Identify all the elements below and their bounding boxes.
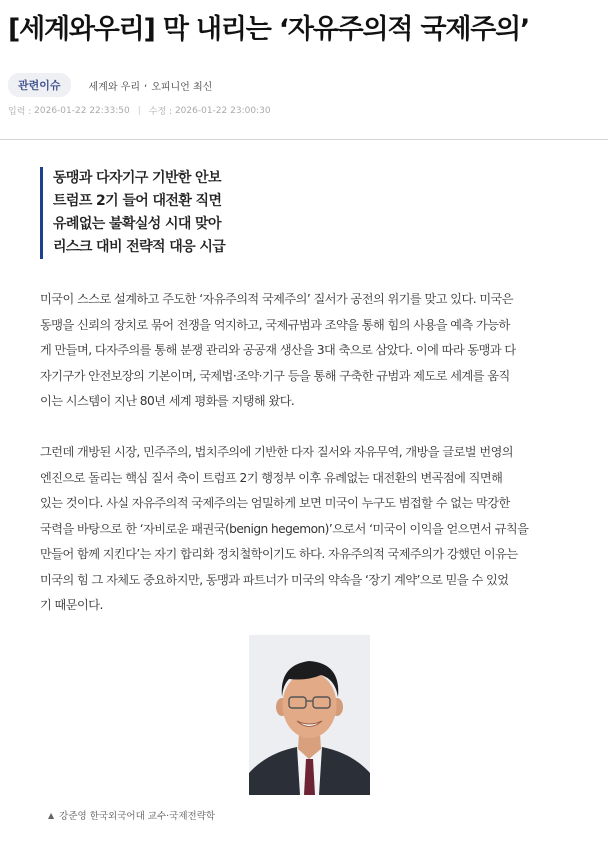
caption-text: 강준영 한국외국어대 교수·국제전략학 xyxy=(59,811,216,822)
article-dates xyxy=(8,104,271,117)
input-time: 2026-01-22 22:33:50 xyxy=(34,105,130,116)
caption-triangle-icon: ▲ xyxy=(48,810,55,820)
header-divider xyxy=(0,139,608,140)
summary-line: 리스크 대비 전략적 대응 시급 xyxy=(53,239,226,255)
body-line: 자기구가 안전보장의 기본이며, 국제법·조약·기구 등을 통해 구축한 규범과 제도로 세계를 움직 xyxy=(40,368,510,383)
body-line: 이는 시스템이 지난 80년 세계 평화를 지탱해 왔다. xyxy=(40,394,295,408)
summary-line: 동맹과 다자기구 기반한 안보 xyxy=(53,170,221,186)
article-headline: [세계와우리] 막 내리는 ‘자유주의적 국제주의’ xyxy=(8,14,530,45)
article-summary xyxy=(40,167,280,259)
body-line: 미국의 힘 그 자체도 중요하지만, 동맹과 파트너가 미국의 약속을 ‘장기 계약’으로 믿을 수 있었 xyxy=(40,572,509,587)
body-line: 동맹을 신뢰의 장치로 묶어 전쟁을 억지하고, 국제규범과 조약을 통해 힘의 사용을 예측 가능하 xyxy=(40,317,510,332)
body-line: 있는 것이다. 사실 자유주의적 국제주의는 엄밀하게 보면 미국이 누구도 범접할 수 없는 막강한 xyxy=(40,496,510,510)
body-line: 게 만들며, 다자주의를 통해 분쟁 관리와 공공재 생산을 3대 축으로 삼았다. 이에 따라 동맹과 다 xyxy=(40,343,516,357)
summary-line: 트럼프 2기 들어 대전환 직면 xyxy=(53,193,222,209)
body-paragraph-1 xyxy=(40,287,608,415)
body-line: 기 때문이다. xyxy=(40,598,103,612)
date-divider: | xyxy=(137,105,141,116)
body-line: 국력을 바탕으로 한 ‘자비로운 패권국(benign hegemon)’으로서 ‘미국이 이익을 얻으면서 규칙을 xyxy=(40,521,529,536)
photo-caption xyxy=(48,808,215,822)
summary-line: 유례없는 불확실성 시대 맞아 xyxy=(53,216,221,232)
body-paragraph-2 xyxy=(40,440,608,619)
issue-meta-row xyxy=(8,74,212,96)
related-issue-badge[interactable]: 관련이슈 xyxy=(8,73,71,97)
input-label: 입력 : xyxy=(8,107,32,117)
issue-link-opinion-latest[interactable]: 오피니언 최신 xyxy=(151,81,213,93)
body-line: 미국이 스스로 설계하고 주도한 ‘자유주의적 국제주의’ 질서가 공전의 위기를 맞고 있다. 미국은 xyxy=(40,292,514,306)
modified-time: 2026-01-22 23:00:30 xyxy=(174,105,271,116)
link-separator: , xyxy=(144,77,148,89)
body-line: 엔진으로 돌리는 핵심 질서 축이 트럼프 2기 행정부 이후 유례없는 대전환의 변곡점에 직면해 xyxy=(40,470,503,485)
author-portrait-icon xyxy=(249,635,370,795)
modified-label: 수정 : xyxy=(148,107,173,117)
body-line: 만들어 함께 지킨다’는 자기 합리화 정치철학이기도 하다. 자유주의적 국제주의가 강했던 이유는 xyxy=(40,547,518,561)
author-photo xyxy=(249,635,370,795)
body-line: 그런데 개방된 시장, 민주주의, 법치주의에 기반한 다자 질서와 자유무역, 개방을 글로벌 번영의 xyxy=(40,445,514,459)
issue-link-world-and-us[interactable]: 세계와 우리 xyxy=(88,81,140,93)
issue-links xyxy=(89,78,213,93)
